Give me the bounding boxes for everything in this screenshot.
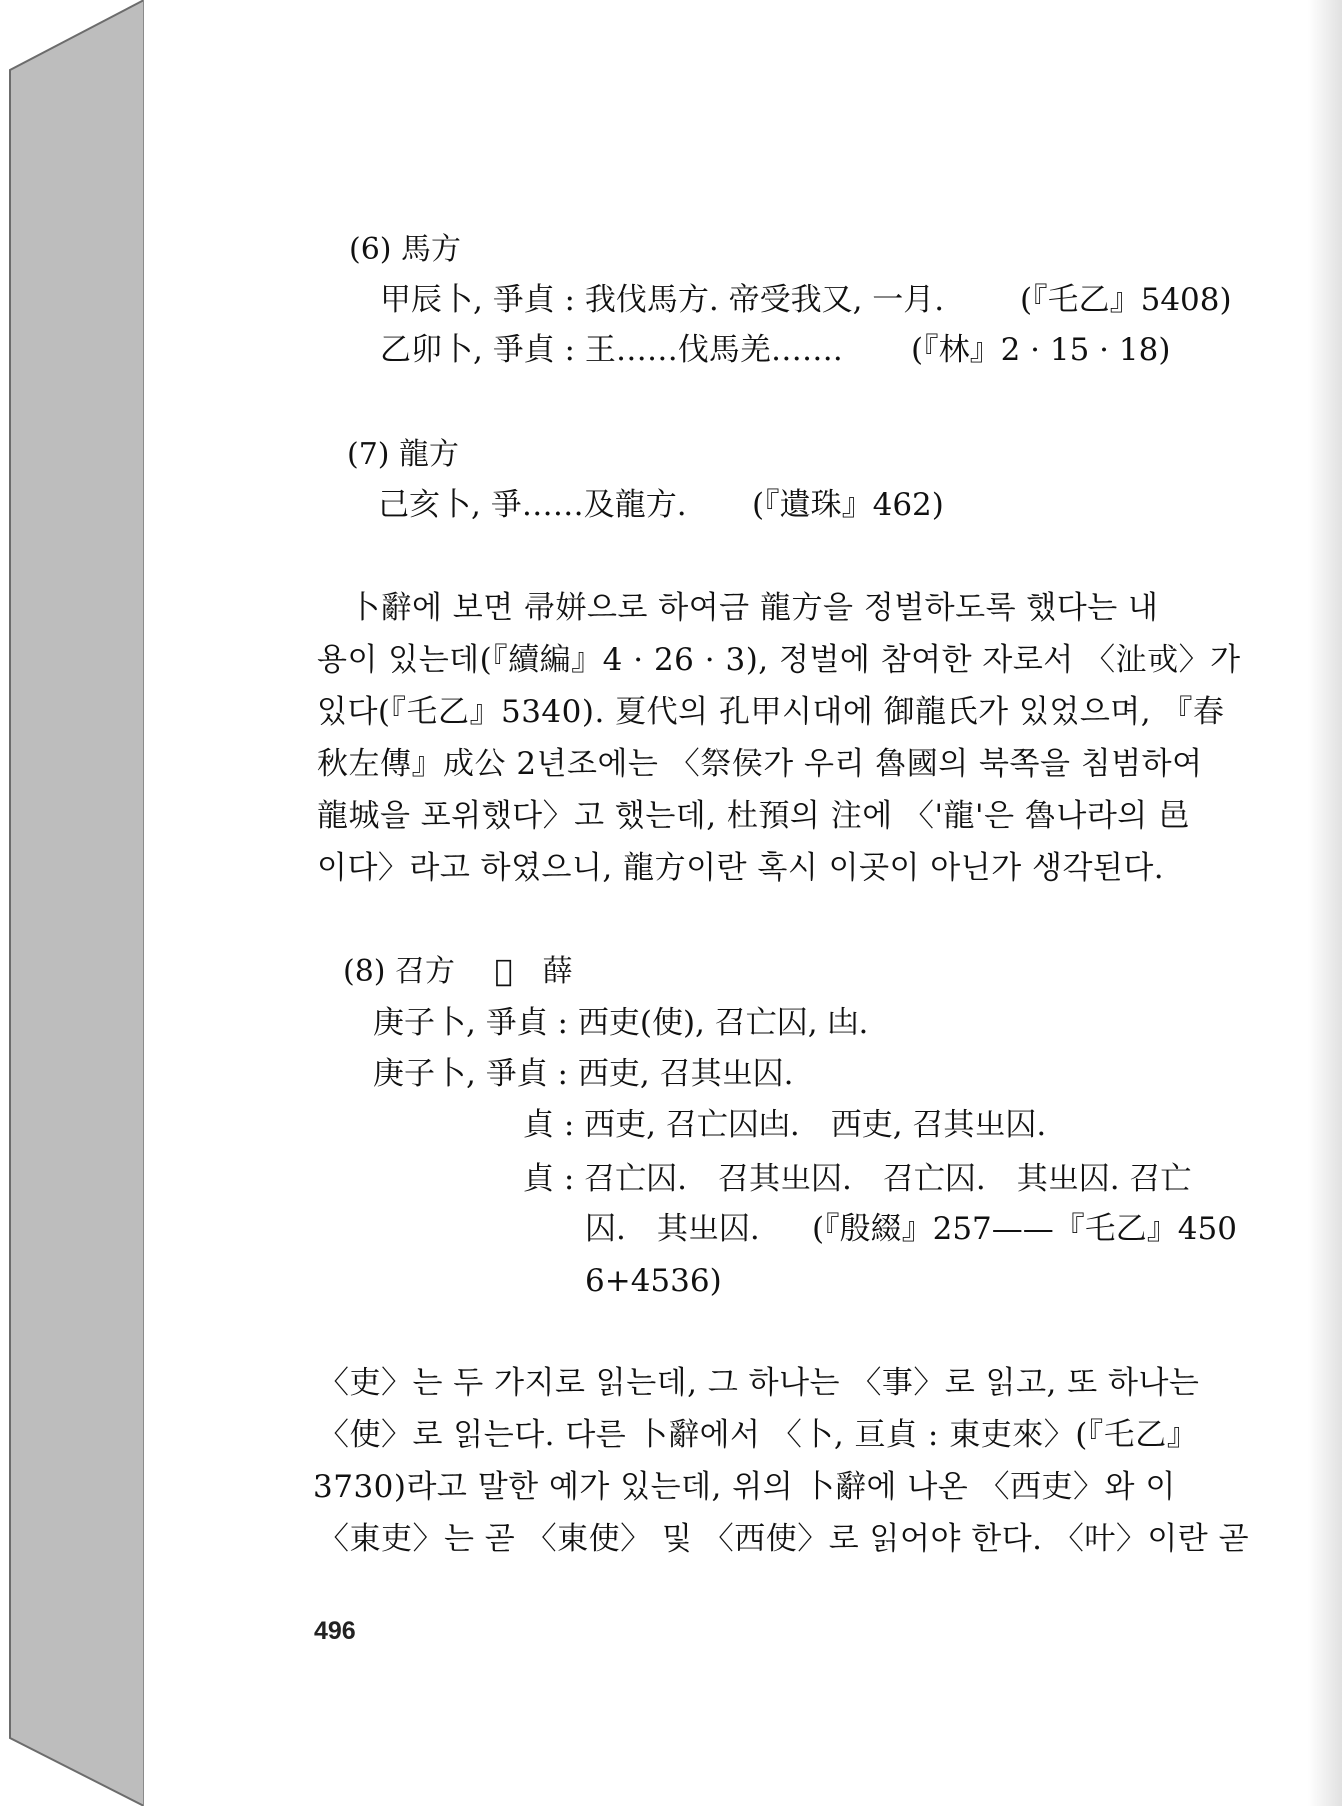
- paragraph-line: 秋左傳』成公 2년조에는 〈祭侯가 우리 魯國의 북쪽을 침범하여: [317, 746, 1203, 782]
- inscription-line: 庚子卜, 爭貞 : 西吏(使), 召亡囚, 凷.: [373, 1005, 869, 1041]
- inscription-source: (『乇乙』5408): [1020, 282, 1232, 318]
- paragraph-line: 卜辭에 보면 帚姘으로 하여금 龍方을 정벌하도록 했다는 내: [349, 590, 1159, 626]
- section-heading: (8) 召方 𦉍 薛: [343, 954, 573, 989]
- book-edge: [0, 0, 150, 1806]
- paragraph-line: 용이 있는데(『續編』4 · 26 · 3), 정벌에 참여한 자로서 〈沚戓〉가: [317, 642, 1241, 678]
- paragraph-line: 이다〉라고 하였으니, 龍方이란 혹시 이곳이 아닌가 생각된다.: [317, 850, 1165, 886]
- paragraph-line: 〈吏〉는 두 가지로 읽는데, 그 하나는 〈事〉로 읽고, 또 하나는: [318, 1365, 1200, 1401]
- inscription-line: 囚. 其㞢囚.: [585, 1211, 760, 1247]
- inscription-line: 甲辰卜, 爭貞 : 我伐馬方. 帝受我又, 一月.: [380, 282, 945, 318]
- paragraph-line: 있다(『乇乙』5340). 夏代의 孔甲시대에 御龍氏가 있었으며, 『春: [317, 694, 1225, 730]
- paragraph-line: 〈東吏〉는 곧 〈東使〉 및 〈西使〉로 읽어야 한다. 〈叶〉이란 곧: [318, 1521, 1250, 1557]
- page-number: 496: [314, 1617, 356, 1645]
- inscription-source: (『殷綴』257——『乇乙』450: [812, 1211, 1237, 1247]
- page-shadow: [1308, 0, 1342, 1806]
- inscription-line: 貞 : 召亡囚. 召其㞢囚. 召亡囚. 其㞢囚. 召亡: [523, 1161, 1192, 1197]
- inscription-line: 庚子卜, 爭貞 : 西吏, 召其㞢囚.: [373, 1056, 794, 1092]
- inscription-line: 6+4536): [585, 1263, 722, 1299]
- paragraph-line: 龍城을 포위했다〉고 했는데, 杜預의 注에 〈'龍'은 魯나라의 邑: [317, 798, 1190, 834]
- inscription-line: 貞 : 西吏, 召亡囚凷. 西吏, 召其㞢囚.: [523, 1107, 1047, 1143]
- inscription-source: (『遺珠』462): [752, 487, 944, 523]
- paragraph-line: 3730)라고 말한 예가 있는데, 위의 卜辭에 나온 〈西吏〉와 이: [313, 1469, 1176, 1505]
- inscription-source: (『林』2 · 15 · 18): [911, 332, 1171, 368]
- section-heading: (7) 龍方: [347, 437, 460, 472]
- paragraph-line: 〈使〉로 읽는다. 다른 卜辭에서 〈卜, 亘貞 : 東吏來〉(『乇乙』: [318, 1417, 1199, 1453]
- inscription-line: 乙卯卜, 爭貞 : 王……伐馬羌…….: [380, 332, 843, 368]
- inscription-line: 己亥卜, 爭……及龍方.: [378, 487, 687, 523]
- section-heading: (6) 馬方: [349, 232, 462, 267]
